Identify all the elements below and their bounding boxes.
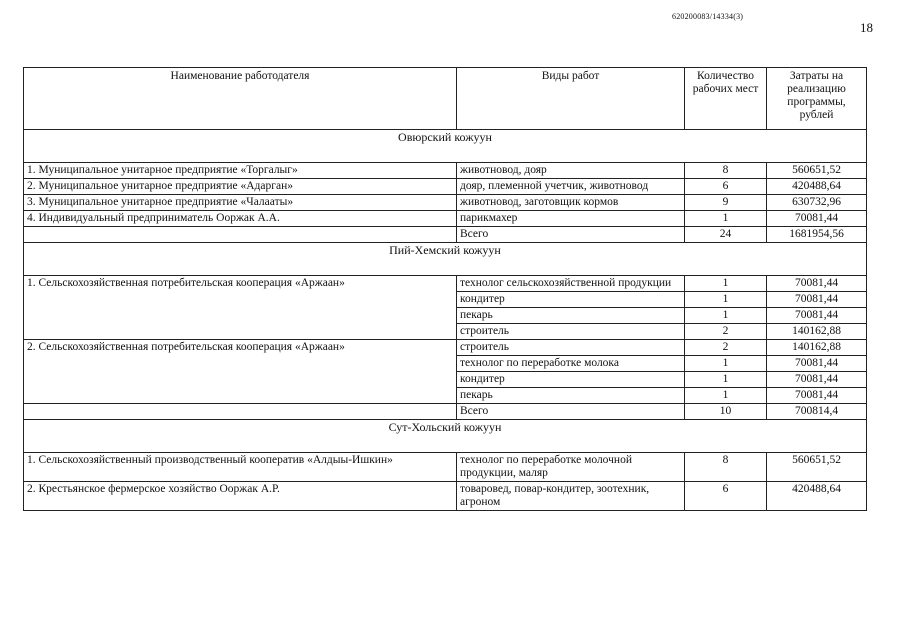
table-row	[24, 453, 867, 482]
work-cell: пекарь	[457, 388, 685, 404]
employer-cell: 3. Муниципальное унитарное предприятие «Чалааты»	[24, 195, 457, 211]
section-row	[24, 243, 867, 276]
count-cell: 1	[685, 356, 767, 372]
total-row	[24, 227, 867, 243]
count-cell: 8	[685, 163, 767, 179]
count-cell: 1	[685, 388, 767, 404]
work-cell: животновод, дояр	[457, 163, 685, 179]
cost-cell: 420488,64	[767, 179, 867, 195]
empty-cell	[24, 404, 457, 420]
empty-cell	[24, 227, 457, 243]
section-row	[24, 420, 867, 453]
work-cell: строитель	[457, 340, 685, 356]
count-cell: 8	[685, 453, 767, 482]
employer-cell: 2. Крестьянское фермерское хозяйство Ооржак А.Р.	[24, 482, 457, 511]
column-header-employer: Наименование работодателя	[24, 68, 457, 130]
count-cell: 6	[685, 179, 767, 195]
work-cell: кондитер	[457, 292, 685, 308]
total-count: 10	[685, 404, 767, 420]
work-cell: кондитер	[457, 372, 685, 388]
cost-cell: 70081,44	[767, 372, 867, 388]
count-cell: 2	[685, 340, 767, 356]
work-cell: строитель	[457, 324, 685, 340]
cost-cell: 70081,44	[767, 308, 867, 324]
employer-cell: 1. Сельскохозяйственная потребительская кооперация «Аржаан»	[24, 276, 457, 340]
total-label: Всего	[457, 404, 685, 420]
work-cell: товаровед, повар-кондитер, зоотехник, агроном	[457, 482, 685, 511]
work-cell: технолог сельскохозяйственной продукции	[457, 276, 685, 292]
total-row	[24, 404, 867, 420]
section-title: Пий-Хемский кожуун	[24, 243, 867, 276]
section-title: Овюрский кожуун	[24, 130, 867, 163]
table-header-row	[24, 68, 867, 130]
total-count: 24	[685, 227, 767, 243]
employer-cell: 1. Муниципальное унитарное предприятие «Торгалыг»	[24, 163, 457, 179]
count-cell: 6	[685, 482, 767, 511]
count-cell: 1	[685, 308, 767, 324]
column-header-cost: Затраты на реализацию программы, рублей	[767, 68, 867, 130]
count-cell: 1	[685, 211, 767, 227]
column-header-job-count: Количество рабочих мест	[685, 68, 767, 130]
page-number: 18	[860, 20, 873, 35]
cost-cell: 70081,44	[767, 388, 867, 404]
table-row	[24, 179, 867, 195]
employer-cell: 4. Индивидуальный предприниматель Ооржак А.А.	[24, 211, 457, 227]
total-cost: 1681954,56	[767, 227, 867, 243]
count-cell: 1	[685, 276, 767, 292]
cost-cell: 140162,88	[767, 324, 867, 340]
table-row	[24, 195, 867, 211]
count-cell: 2	[685, 324, 767, 340]
cost-cell: 70081,44	[767, 292, 867, 308]
work-cell: дояр, племенной учетчик, животновод	[457, 179, 685, 195]
table-row	[24, 482, 867, 511]
total-label: Всего	[457, 227, 685, 243]
cost-cell: 420488,64	[767, 482, 867, 511]
cost-cell: 560651,52	[767, 163, 867, 179]
work-cell: животновод, заготовщик кормов	[457, 195, 685, 211]
cost-cell: 70081,44	[767, 211, 867, 227]
cost-cell: 560651,52	[767, 453, 867, 482]
table-row	[24, 276, 867, 292]
cost-cell: 70081,44	[767, 276, 867, 292]
employers-table	[23, 67, 867, 511]
work-cell: технолог по переработке молочной продукции, маляр	[457, 453, 685, 482]
count-cell: 9	[685, 195, 767, 211]
count-cell: 1	[685, 372, 767, 388]
cost-cell: 630732,96	[767, 195, 867, 211]
cost-cell: 70081,44	[767, 356, 867, 372]
employer-cell: 2. Сельскохозяйственная потребительская кооперация «Аржаан»	[24, 340, 457, 404]
section-title: Сут-Хольский кожуун	[24, 420, 867, 453]
work-cell: парикмахер	[457, 211, 685, 227]
column-header-work-types: Виды работ	[457, 68, 685, 130]
employer-cell: 2. Муниципальное унитарное предприятие «Адарган»	[24, 179, 457, 195]
table-row	[24, 163, 867, 179]
table-row	[24, 340, 867, 356]
document-code: 620200083/14334(3)	[672, 12, 744, 21]
table-row	[24, 211, 867, 227]
employer-cell: 1. Сельскохозяйственный производственный кооператив «Алдыы-Ишкин»	[24, 453, 457, 482]
section-row	[24, 130, 867, 163]
total-cost: 700814,4	[767, 404, 867, 420]
work-cell: технолог по переработке молока	[457, 356, 685, 372]
count-cell: 1	[685, 292, 767, 308]
cost-cell: 140162,88	[767, 340, 867, 356]
work-cell: пекарь	[457, 308, 685, 324]
